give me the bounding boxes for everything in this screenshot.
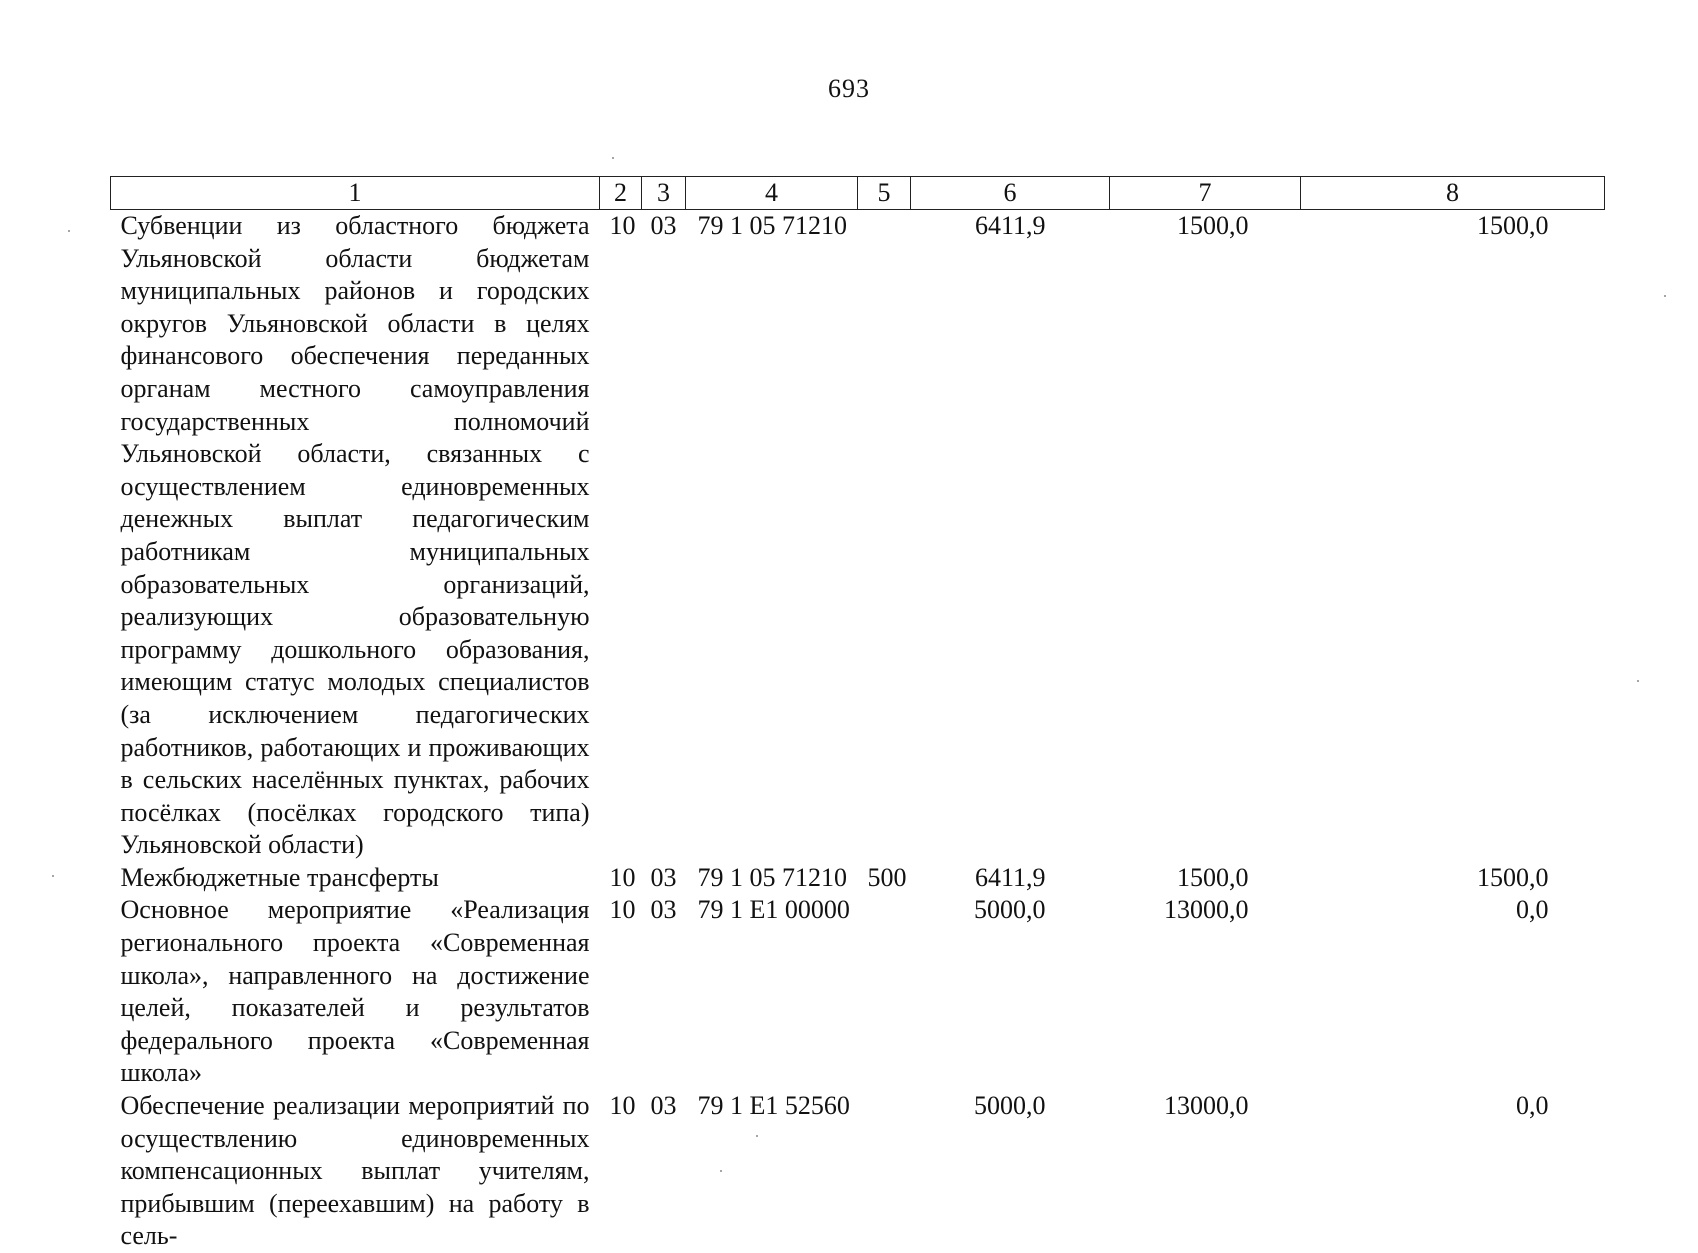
header-col-8: 8 bbox=[1301, 177, 1605, 210]
row-target-article: 79 1 05 71210 bbox=[697, 862, 847, 892]
row-target-article: 79 1 E1 52560 bbox=[697, 1091, 850, 1121]
scan-speck bbox=[1664, 295, 1666, 297]
row-expense-type bbox=[858, 1090, 911, 1253]
table-row bbox=[111, 862, 1605, 895]
scan-speck bbox=[720, 1170, 722, 1172]
row-amount-col7: 1500,0 bbox=[1177, 862, 1249, 892]
row-amount-col6: 6411,9 bbox=[974, 862, 1046, 892]
row-amount-col7: 13000,0 bbox=[1164, 895, 1249, 925]
table-row bbox=[111, 894, 1605, 1090]
header-col-7: 7 bbox=[1110, 177, 1301, 210]
table-row bbox=[111, 1090, 1605, 1253]
scan-speck bbox=[612, 157, 614, 159]
row-expense-type bbox=[858, 210, 911, 862]
row-target-article: 79 1 E1 00000 bbox=[697, 895, 850, 925]
row-amount-col8: 0,0 bbox=[1516, 1091, 1549, 1121]
row-target-article: 79 1 05 71210 bbox=[697, 211, 847, 240]
table-header-row bbox=[111, 177, 1605, 210]
scan-speck bbox=[68, 230, 70, 232]
budget-table bbox=[110, 176, 1605, 1253]
row-amount-col6: 6411,9 bbox=[974, 211, 1046, 240]
row-amount-col8: 1500,0 bbox=[1477, 211, 1549, 240]
row-subsection: 03 bbox=[650, 1091, 677, 1121]
header-col-1: 1 bbox=[111, 177, 600, 210]
row-subsection: 03 bbox=[650, 895, 677, 925]
row-expense-type bbox=[858, 894, 911, 1090]
row-section: 10 bbox=[609, 211, 636, 240]
row-section: 10 bbox=[609, 862, 636, 892]
scan-speck bbox=[756, 1135, 758, 1137]
header-col-3: 3 bbox=[642, 177, 686, 210]
row-amount-col6: 5000,0 bbox=[974, 895, 1046, 925]
table-row bbox=[111, 210, 1605, 862]
row-description: Субвенции из областного бюджета Ульяновской области бюджетам муниципальных районов и городских округов Ульяновской области в целях финансового обеспечения переданных органам местного самоуправления государственных полномочий Ульяновской области, связанных с осуществлением единовременных денежных выплат педагогическим работникам муниципальных образовательных организаций, реализующих образовательную программу дошкольного образования, имеющим статус молодых специалистов (за исключением педагогических работников, работающих и проживающих в сельских населённых пунктах, рабочих посёлках (посёлках городского типа) Ульяновской области) bbox=[120, 211, 590, 860]
row-description: Основное мероприятие «Реализация регионального проекта «Современная школа», направленного на достижение целей, показателей и результатов федерального проекта «Современная школа» bbox=[120, 895, 590, 1088]
row-expense-type: 500 bbox=[867, 862, 907, 892]
row-subsection: 03 bbox=[650, 211, 677, 240]
row-amount-col7: 13000,0 bbox=[1164, 1091, 1249, 1121]
header-col-5: 5 bbox=[858, 177, 911, 210]
row-subsection: 03 bbox=[650, 862, 677, 892]
row-amount-col8: 0,0 bbox=[1516, 895, 1549, 925]
header-col-4: 4 bbox=[686, 177, 858, 210]
budget-table-container bbox=[110, 176, 1604, 1253]
row-section: 10 bbox=[609, 895, 636, 925]
row-description: Межбюджетные трансферты bbox=[120, 862, 439, 892]
row-section: 10 bbox=[609, 1091, 636, 1121]
page-number: 693 bbox=[828, 74, 870, 103]
row-amount-col8: 1500,0 bbox=[1477, 862, 1549, 892]
scan-speck bbox=[52, 875, 54, 877]
header-col-2: 2 bbox=[600, 177, 642, 210]
row-description: Обеспечение реализации мероприятий по осуществлению единовременных компенсационных выплат учителям, прибывшим (переехавшим) на работу в сель- bbox=[120, 1091, 590, 1251]
row-amount-col6: 5000,0 bbox=[974, 1091, 1046, 1121]
header-col-6: 6 bbox=[911, 177, 1110, 210]
scan-speck bbox=[1637, 680, 1639, 682]
row-amount-col7: 1500,0 bbox=[1177, 211, 1249, 240]
